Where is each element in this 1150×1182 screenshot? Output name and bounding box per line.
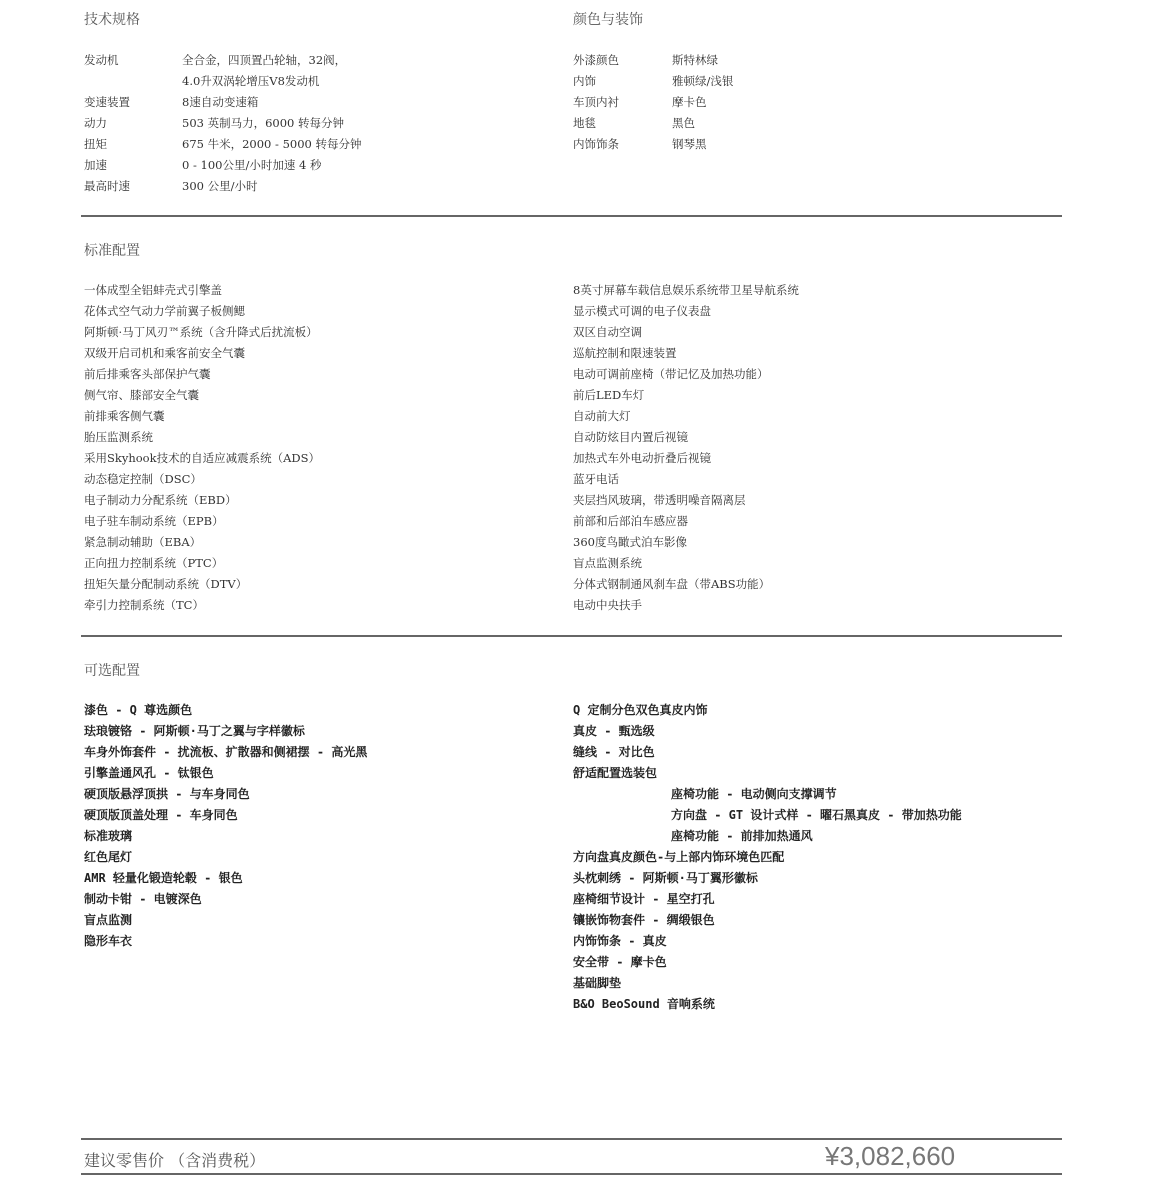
spec-label: 加速 <box>84 158 107 172</box>
optional-item: AMR 轻量化锻造轮毂 - 银色 <box>84 871 243 885</box>
optional-item: 座椅细节设计 - 星空打孔 <box>573 892 715 906</box>
optional-item: 缝线 - 对比色 <box>573 745 655 759</box>
color-trim-title: 颜色与装饰 <box>573 12 643 28</box>
standard-item: 电子制动力分配系统（EBD） <box>84 493 237 507</box>
standard-item: 前后排乘客头部保护气囊 <box>84 367 211 381</box>
optional-item: 引擎盖通风孔 - 钛银色 <box>84 766 214 780</box>
optional-item: Q 定制分色双色真皮内饰 <box>573 703 708 717</box>
standard-item: 巡航控制和限速装置 <box>573 346 677 360</box>
spec-label: 发动机 <box>84 53 119 67</box>
standard-item: 蓝牙电话 <box>573 472 619 486</box>
spec-label: 变速装置 <box>84 95 130 109</box>
divider-4 <box>81 1173 1062 1175</box>
standard-item: 阿斯顿·马丁风刃™系统（含升降式后扰流板） <box>84 325 318 339</box>
optional-item: 硬顶版悬浮顶拱 - 与车身同色 <box>84 787 250 801</box>
standard-item: 前部和后部泊车感应器 <box>573 514 688 528</box>
standard-title: 标准配置 <box>84 243 140 259</box>
optional-item: B&O BeoSound 音响系统 <box>573 997 715 1011</box>
spec-label: 扭矩 <box>84 137 107 151</box>
optional-item: 制动卡钳 - 电镀深色 <box>84 892 202 906</box>
standard-item: 加热式车外电动折叠后视镜 <box>573 451 711 465</box>
standard-item: 紧急制动辅助（EBA） <box>84 535 202 549</box>
optional-item: 安全带 - 摩卡色 <box>573 955 667 969</box>
standard-item: 动态稳定控制（DSC） <box>84 472 202 486</box>
standard-item: 扭矩矢量分配制动系统（DTV） <box>84 577 248 591</box>
standard-item: 电动中央扶手 <box>573 598 642 612</box>
optional-item: 隐形车衣 <box>84 934 133 948</box>
standard-item: 自动防炫目内置后视镜 <box>573 430 688 444</box>
spec-label: 最高时速 <box>84 179 130 193</box>
optional-item: 头枕刺绣 - 阿斯顿·马丁翼形徽标 <box>573 871 758 885</box>
spec-value: 300 公里/小时 <box>182 179 258 193</box>
standard-item: 前后LED车灯 <box>573 388 645 402</box>
spec-value: 黑色 <box>672 116 695 130</box>
spec-value: 钢琴黑 <box>672 137 707 151</box>
standard-item: 牵引力控制系统（TC） <box>84 598 204 612</box>
spec-value: 4.0升双涡轮增压V8发动机 <box>182 74 320 88</box>
spec-value: 0 - 100公里/小时加速 4 秒 <box>182 158 322 172</box>
standard-item: 一体成型全铝蚌壳式引擎盖 <box>84 283 222 297</box>
optional-item: 方向盘 - GT 设计式样 - 曜石黑真皮 - 带加热功能 <box>671 808 962 822</box>
divider-3 <box>81 1138 1062 1140</box>
spec-value: 摩卡色 <box>672 95 707 109</box>
price-value: ¥3,082,660 <box>825 1141 956 1171</box>
spec-label: 动力 <box>84 116 107 130</box>
spec-value: 雅顿绿/浅银 <box>672 74 734 88</box>
optional-item: 真皮 - 甄选级 <box>573 724 655 738</box>
spec-value: 8速自动变速箱 <box>182 95 259 109</box>
spec-label: 外漆颜色 <box>573 53 619 67</box>
spec-value: 675 牛米，2000 - 5000 转每分钟 <box>182 137 362 151</box>
optional-item: 内饰饰条 - 真皮 <box>573 934 667 948</box>
optional-item: 座椅功能 - 电动侧向支撑调节 <box>671 787 837 801</box>
standard-item: 盲点监测系统 <box>573 556 642 570</box>
standard-item: 双级开启司机和乘客前安全气囊 <box>84 346 245 360</box>
standard-item: 显示模式可调的电子仪表盘 <box>573 304 711 318</box>
optional-title: 可选配置 <box>84 663 140 679</box>
optional-item: 基础脚垫 <box>573 976 622 990</box>
spec-label: 内饰 <box>573 74 596 88</box>
standard-item: 双区自动空调 <box>573 325 642 339</box>
optional-item: 舒适配置选装包 <box>573 766 658 780</box>
standard-item: 前排乘客侧气囊 <box>84 409 165 423</box>
optional-item: 标准玻璃 <box>84 829 133 843</box>
standard-item: 8英寸屏幕车载信息娱乐系统带卫星导航系统 <box>573 283 799 297</box>
standard-item: 正向扭力控制系统（PTC） <box>84 556 224 570</box>
optional-item: 座椅功能 - 前排加热通风 <box>671 829 813 843</box>
standard-item: 花体式空气动力学前翼子板侧鳃 <box>84 304 245 318</box>
spec-label: 地毯 <box>573 116 596 130</box>
standard-item: 电动可调前座椅（带记忆及加热功能） <box>573 367 769 381</box>
divider-1 <box>81 215 1062 217</box>
spec-value: 斯特林绿 <box>672 53 718 67</box>
optional-item: 方向盘真皮颜色-与上部内饰环境色匹配 <box>573 850 785 864</box>
tech-specs-title: 技术规格 <box>84 12 140 28</box>
optional-item: 红色尾灯 <box>84 850 133 864</box>
optional-item: 镶嵌饰物套件 - 绸缎银色 <box>573 913 715 927</box>
standard-item: 夹层挡风玻璃，带透明噪音隔离层 <box>573 493 746 507</box>
spec-value: 503 英制马力，6000 转每分钟 <box>182 116 345 130</box>
standard-item: 侧气帘、膝部安全气囊 <box>84 388 199 402</box>
standard-item: 分体式钢制通风刹车盘（带ABS功能） <box>573 577 771 591</box>
spec-value: 全合金，四顶置凸轮轴，32阀， <box>182 53 347 67</box>
optional-item: 车身外饰套件 - 扰流板、扩散器和侧裙摆 - 高光黑 <box>84 745 368 759</box>
standard-item: 自动前大灯 <box>573 409 631 423</box>
standard-item: 采用Skyhook技术的自适应减震系统（ADS） <box>84 451 320 465</box>
optional-item: 硬顶版顶盖处理 - 车身同色 <box>84 808 238 822</box>
standard-item: 360度鸟瞰式泊车影像 <box>573 535 687 549</box>
optional-item: 盲点监测 <box>84 913 133 927</box>
spec-label: 内饰饰条 <box>573 137 619 151</box>
optional-item: 漆色 - Q 尊选颜色 <box>84 703 193 717</box>
standard-item: 电子驻车制动系统（EPB） <box>84 514 224 528</box>
divider-2 <box>81 635 1062 637</box>
standard-item: 胎压监测系统 <box>84 430 153 444</box>
optional-item: 珐琅镀铬 - 阿斯顿·马丁之翼与字样徽标 <box>84 724 305 738</box>
spec-label: 车顶内衬 <box>573 95 619 109</box>
price-label: 建议零售价 （含消费税） <box>84 1151 266 1170</box>
